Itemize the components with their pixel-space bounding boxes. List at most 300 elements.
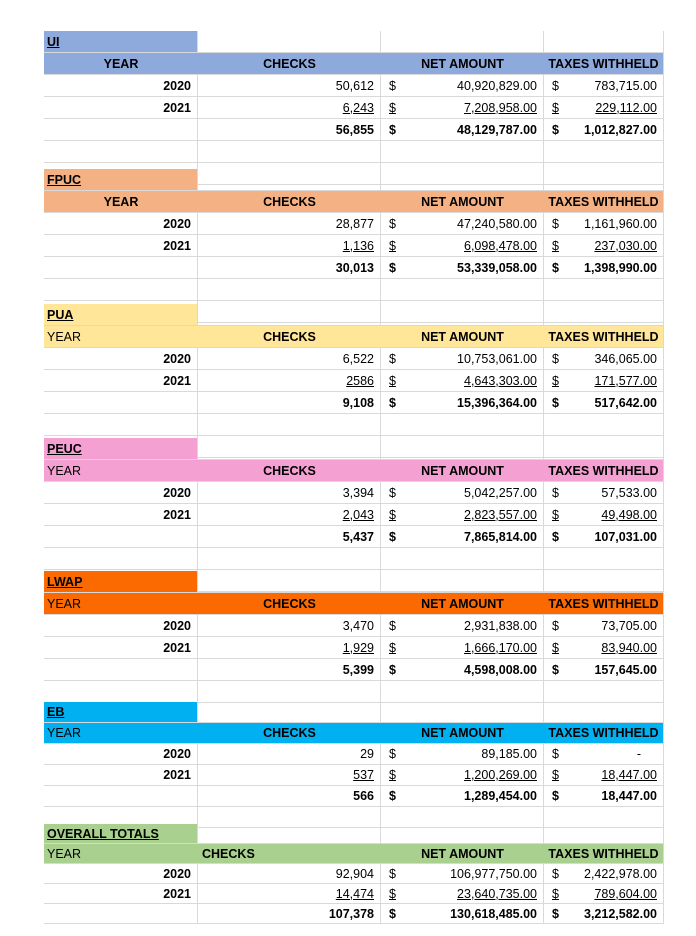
checks-value: 50,612 bbox=[335, 78, 374, 93]
empty-cell[interactable] bbox=[44, 414, 198, 436]
net-amount-cell[interactable] bbox=[381, 884, 544, 904]
total-checks-value: 5,437 bbox=[342, 529, 374, 544]
year-cell[interactable]: 2020 bbox=[44, 864, 198, 884]
empty-cell[interactable] bbox=[544, 438, 664, 460]
currency-symbol: $ bbox=[389, 122, 396, 137]
total-taxes-withheld-value: 1,012,827.00 bbox=[584, 122, 657, 137]
currency-symbol: $ bbox=[552, 485, 559, 500]
total-taxes-withheld-cell[interactable] bbox=[544, 904, 664, 924]
empty-row bbox=[44, 414, 664, 436]
currency-symbol: $ bbox=[389, 485, 396, 500]
taxes-withheld-cell[interactable] bbox=[544, 615, 664, 637]
total-row bbox=[44, 119, 664, 141]
taxes-withheld-cell[interactable] bbox=[544, 235, 664, 257]
table-row bbox=[44, 615, 664, 637]
section-title-row bbox=[44, 304, 664, 326]
year-cell[interactable]: 2020 bbox=[44, 348, 198, 370]
total-taxes-withheld-value: 107,031.00 bbox=[594, 529, 657, 544]
checks-value: 3,394 bbox=[342, 485, 374, 500]
checks-value: 6,243 bbox=[342, 100, 374, 115]
section-header-row bbox=[44, 53, 664, 75]
currency-symbol: $ bbox=[389, 260, 396, 275]
total-taxes-withheld-value: 517,642.00 bbox=[594, 395, 657, 410]
header-checks: CHECKS bbox=[198, 326, 381, 348]
section-header-row bbox=[44, 723, 664, 744]
header-checks: CHECKS bbox=[198, 191, 381, 213]
checks-cell[interactable] bbox=[198, 744, 381, 765]
empty-cell[interactable] bbox=[198, 824, 381, 844]
table-row bbox=[44, 884, 664, 904]
currency-symbol: $ bbox=[552, 886, 559, 901]
year-cell[interactable]: 2021 bbox=[44, 370, 198, 392]
currency-symbol: $ bbox=[552, 507, 559, 522]
total-row bbox=[44, 392, 664, 414]
checks-cell[interactable] bbox=[198, 97, 381, 119]
header-net-amount: NET AMOUNT bbox=[381, 723, 544, 744]
net-amount-cell[interactable] bbox=[381, 504, 544, 526]
table-row bbox=[44, 370, 664, 392]
net-amount-value: 6,098,478.00 bbox=[464, 238, 537, 253]
net-amount-value: 2,931,838.00 bbox=[464, 618, 537, 633]
total-net-amount-value: 48,129,787.00 bbox=[457, 122, 537, 137]
total-net-amount-cell[interactable] bbox=[381, 786, 544, 807]
checks-cell[interactable] bbox=[198, 637, 381, 659]
checks-cell[interactable] bbox=[198, 213, 381, 235]
net-amount-value: 1,666,170.00 bbox=[464, 640, 537, 655]
total-net-amount-cell[interactable] bbox=[381, 904, 544, 924]
currency-symbol: $ bbox=[389, 351, 396, 366]
currency-symbol: $ bbox=[389, 78, 396, 93]
header-net-amount: NET AMOUNT bbox=[381, 460, 544, 482]
total-taxes-withheld-cell[interactable] bbox=[544, 786, 664, 807]
empty-cell[interactable] bbox=[198, 31, 381, 53]
taxes-withheld-value: 1,161,960.00 bbox=[584, 216, 657, 231]
table-row bbox=[44, 75, 664, 97]
taxes-withheld-cell[interactable] bbox=[544, 75, 664, 97]
empty-cell[interactable] bbox=[198, 702, 381, 723]
empty-row bbox=[44, 141, 664, 163]
header-net-amount: NET AMOUNT bbox=[381, 53, 544, 75]
currency-symbol: $ bbox=[552, 747, 559, 761]
total-taxes-withheld-cell[interactable] bbox=[544, 392, 664, 414]
section-title: EB bbox=[44, 702, 198, 723]
net-amount-value: 5,042,257.00 bbox=[464, 485, 537, 500]
taxes-withheld-cell[interactable] bbox=[544, 864, 664, 884]
total-taxes-withheld-value: 18,447.00 bbox=[601, 789, 657, 803]
checks-cell[interactable] bbox=[198, 348, 381, 370]
taxes-withheld-value: 18,447.00 bbox=[601, 768, 657, 782]
checks-cell[interactable] bbox=[198, 864, 381, 884]
year-cell[interactable]: 2020 bbox=[44, 482, 198, 504]
empty-cell[interactable] bbox=[44, 904, 198, 924]
header-checks: CHECKS bbox=[198, 460, 381, 482]
header-checks: CHECKS bbox=[198, 593, 381, 615]
total-net-amount-cell[interactable] bbox=[381, 257, 544, 279]
section-title-row bbox=[44, 702, 664, 723]
currency-symbol: $ bbox=[389, 507, 396, 522]
taxes-withheld-value: - bbox=[636, 747, 641, 761]
taxes-withheld-cell[interactable] bbox=[544, 884, 664, 904]
checks-value: 2,043 bbox=[342, 507, 374, 522]
empty-cell[interactable] bbox=[44, 526, 198, 548]
taxes-withheld-value: 783,715.00 bbox=[594, 78, 657, 93]
net-amount-value: 10,753,061.00 bbox=[457, 351, 537, 366]
currency-symbol: $ bbox=[552, 216, 559, 231]
empty-cell[interactable] bbox=[381, 681, 544, 703]
total-taxes-withheld-cell[interactable] bbox=[544, 119, 664, 141]
header-year: YEAR bbox=[44, 844, 198, 864]
section-header-row bbox=[44, 593, 664, 615]
header-year: YEAR bbox=[44, 460, 198, 482]
net-amount-cell[interactable] bbox=[381, 75, 544, 97]
currency-symbol: $ bbox=[552, 122, 559, 137]
net-amount-value: 23,640,735.00 bbox=[457, 886, 537, 901]
checks-cell[interactable] bbox=[198, 615, 381, 637]
total-checks-cell[interactable] bbox=[198, 392, 381, 414]
taxes-withheld-cell[interactable] bbox=[544, 370, 664, 392]
net-amount-value: 2,823,557.00 bbox=[464, 507, 537, 522]
checks-cell[interactable] bbox=[198, 235, 381, 257]
empty-cell[interactable] bbox=[198, 279, 381, 301]
header-checks: CHECKS bbox=[198, 844, 381, 864]
taxes-withheld-value: 789,604.00 bbox=[594, 886, 657, 901]
header-taxes-withheld: TAXES WITHHELD bbox=[544, 191, 664, 213]
section-title-row bbox=[44, 824, 664, 844]
empty-cell[interactable] bbox=[198, 571, 381, 593]
table-row bbox=[44, 744, 664, 765]
currency-symbol: $ bbox=[552, 529, 559, 544]
net-amount-cell[interactable] bbox=[381, 482, 544, 504]
total-checks-cell[interactable] bbox=[198, 526, 381, 548]
checks-value: 6,522 bbox=[342, 351, 374, 366]
net-amount-cell[interactable] bbox=[381, 765, 544, 786]
year-cell[interactable]: 2021 bbox=[44, 765, 198, 786]
empty-cell[interactable] bbox=[544, 304, 664, 326]
year-cell[interactable]: 2020 bbox=[44, 75, 198, 97]
total-net-amount-cell[interactable] bbox=[381, 659, 544, 681]
taxes-withheld-value: 49,498.00 bbox=[601, 507, 657, 522]
currency-symbol: $ bbox=[552, 373, 559, 388]
empty-cell[interactable] bbox=[198, 414, 381, 436]
taxes-withheld-cell[interactable] bbox=[544, 744, 664, 765]
year-cell[interactable]: 2021 bbox=[44, 97, 198, 119]
year-cell[interactable]: 2021 bbox=[44, 637, 198, 659]
taxes-withheld-cell[interactable] bbox=[544, 213, 664, 235]
empty-cell[interactable] bbox=[544, 31, 664, 53]
net-amount-cell[interactable] bbox=[381, 637, 544, 659]
total-checks-value: 5,399 bbox=[342, 662, 374, 677]
currency-symbol: $ bbox=[389, 238, 396, 253]
checks-cell[interactable] bbox=[198, 75, 381, 97]
net-amount-value: 89,185.00 bbox=[481, 747, 537, 761]
checks-cell[interactable] bbox=[198, 482, 381, 504]
section-title: PEUC bbox=[44, 438, 198, 460]
section-title-row bbox=[44, 31, 664, 53]
taxes-withheld-cell[interactable] bbox=[544, 482, 664, 504]
total-net-amount-cell[interactable] bbox=[381, 392, 544, 414]
taxes-withheld-value: 229,112.00 bbox=[595, 100, 657, 115]
table-row bbox=[44, 504, 664, 526]
empty-cell[interactable] bbox=[198, 169, 381, 191]
currency-symbol: $ bbox=[552, 395, 559, 410]
currency-symbol: $ bbox=[389, 747, 396, 761]
empty-cell[interactable] bbox=[44, 257, 198, 279]
empty-cell[interactable] bbox=[381, 169, 544, 191]
header-checks: CHECKS bbox=[198, 53, 381, 75]
currency-symbol: $ bbox=[552, 100, 559, 115]
total-net-amount-value: 130,618,485.00 bbox=[450, 906, 537, 921]
total-row bbox=[44, 904, 664, 924]
total-taxes-withheld-value: 1,398,990.00 bbox=[584, 260, 657, 275]
header-year: YEAR bbox=[44, 593, 198, 615]
net-amount-cell[interactable] bbox=[381, 744, 544, 765]
taxes-withheld-cell[interactable] bbox=[544, 765, 664, 786]
checks-value: 1,136 bbox=[342, 238, 374, 253]
total-taxes-withheld-value: 157,645.00 bbox=[594, 662, 657, 677]
empty-cell[interactable] bbox=[381, 548, 544, 570]
total-checks-cell[interactable] bbox=[198, 786, 381, 807]
section-title-row bbox=[44, 438, 664, 460]
empty-cell[interactable] bbox=[44, 141, 198, 163]
total-net-amount-value: 53,339,058.00 bbox=[457, 260, 537, 275]
total-net-amount-value: 4,598,008.00 bbox=[464, 662, 537, 677]
taxes-withheld-cell[interactable] bbox=[544, 504, 664, 526]
table-row bbox=[44, 765, 664, 786]
table-row bbox=[44, 482, 664, 504]
total-checks-value: 56,855 bbox=[335, 122, 374, 137]
currency-symbol: $ bbox=[552, 866, 559, 881]
total-net-amount-cell[interactable] bbox=[381, 526, 544, 548]
currency-symbol: $ bbox=[389, 906, 396, 921]
empty-cell[interactable] bbox=[198, 141, 381, 163]
empty-cell[interactable] bbox=[381, 438, 544, 460]
header-year: YEAR bbox=[44, 191, 198, 213]
total-net-amount-value: 15,396,364.00 bbox=[457, 395, 537, 410]
checks-value: 2586 bbox=[346, 373, 374, 388]
year-cell[interactable]: 2020 bbox=[44, 615, 198, 637]
net-amount-cell[interactable] bbox=[381, 97, 544, 119]
total-net-amount-value: 7,865,814.00 bbox=[464, 529, 537, 544]
net-amount-value: 106,977,750.00 bbox=[450, 866, 537, 881]
currency-symbol: $ bbox=[552, 238, 559, 253]
empty-cell[interactable] bbox=[544, 702, 664, 723]
empty-cell[interactable] bbox=[381, 31, 544, 53]
net-amount-cell[interactable] bbox=[381, 213, 544, 235]
taxes-withheld-cell[interactable] bbox=[544, 637, 664, 659]
net-amount-cell[interactable] bbox=[381, 235, 544, 257]
empty-cell[interactable] bbox=[44, 681, 198, 703]
empty-cell[interactable] bbox=[44, 659, 198, 681]
total-checks-value: 9,108 bbox=[342, 395, 374, 410]
section-title: UI bbox=[44, 31, 198, 53]
year-cell[interactable]: 2021 bbox=[44, 884, 198, 904]
currency-symbol: $ bbox=[389, 618, 396, 633]
table-row bbox=[44, 864, 664, 884]
currency-symbol: $ bbox=[552, 789, 559, 803]
header-taxes-withheld: TAXES WITHHELD bbox=[544, 326, 664, 348]
table-row bbox=[44, 637, 664, 659]
empty-cell[interactable] bbox=[44, 786, 198, 807]
currency-symbol: $ bbox=[552, 618, 559, 633]
currency-symbol: $ bbox=[552, 662, 559, 677]
empty-cell[interactable] bbox=[44, 119, 198, 141]
net-amount-cell[interactable] bbox=[381, 348, 544, 370]
currency-symbol: $ bbox=[389, 373, 396, 388]
taxes-withheld-value: 83,940.00 bbox=[601, 640, 657, 655]
taxes-withheld-value: 57,533.00 bbox=[601, 485, 657, 500]
empty-cell[interactable] bbox=[544, 169, 664, 191]
table-row bbox=[44, 348, 664, 370]
empty-cell[interactable] bbox=[44, 279, 198, 301]
empty-cell[interactable] bbox=[198, 438, 381, 460]
taxes-withheld-value: 73,705.00 bbox=[601, 618, 657, 633]
total-taxes-withheld-cell[interactable] bbox=[544, 257, 664, 279]
checks-value: 14,474 bbox=[335, 886, 374, 901]
empty-cell[interactable] bbox=[544, 824, 664, 844]
total-net-amount-cell[interactable] bbox=[381, 119, 544, 141]
total-checks-value: 107,378 bbox=[328, 906, 374, 921]
currency-symbol: $ bbox=[389, 886, 396, 901]
section-header-row bbox=[44, 844, 664, 864]
empty-cell[interactable] bbox=[198, 304, 381, 326]
total-row bbox=[44, 257, 664, 279]
total-taxes-withheld-cell[interactable] bbox=[544, 659, 664, 681]
empty-cell[interactable] bbox=[381, 304, 544, 326]
checks-cell[interactable] bbox=[198, 765, 381, 786]
taxes-withheld-cell[interactable] bbox=[544, 97, 664, 119]
empty-cell[interactable] bbox=[544, 279, 664, 301]
empty-cell[interactable] bbox=[381, 414, 544, 436]
net-amount-value: 47,240,580.00 bbox=[457, 216, 537, 231]
currency-symbol: $ bbox=[552, 351, 559, 366]
checks-value: 537 bbox=[353, 768, 374, 782]
header-net-amount: NET AMOUNT bbox=[381, 191, 544, 213]
currency-symbol: $ bbox=[389, 789, 396, 803]
checks-value: 92,904 bbox=[335, 866, 374, 881]
empty-cell[interactable] bbox=[381, 141, 544, 163]
currency-symbol: $ bbox=[389, 866, 396, 881]
currency-symbol: $ bbox=[389, 216, 396, 231]
header-taxes-withheld: TAXES WITHHELD bbox=[544, 460, 664, 482]
section-title: OVERALL TOTALS bbox=[44, 824, 198, 844]
year-cell[interactable]: 2020 bbox=[44, 213, 198, 235]
section-header-row bbox=[44, 326, 664, 348]
currency-symbol: $ bbox=[389, 662, 396, 677]
section-header-row bbox=[44, 191, 664, 213]
net-amount-value: 4,643,303.00 bbox=[464, 373, 537, 388]
header-net-amount: NET AMOUNT bbox=[381, 326, 544, 348]
header-taxes-withheld: TAXES WITHHELD bbox=[544, 723, 664, 744]
total-taxes-withheld-cell[interactable] bbox=[544, 526, 664, 548]
net-amount-cell[interactable] bbox=[381, 864, 544, 884]
empty-cell[interactable] bbox=[544, 141, 664, 163]
total-net-amount-value: 1,289,454.00 bbox=[464, 789, 537, 803]
section-title-row bbox=[44, 169, 664, 191]
checks-cell[interactable] bbox=[198, 884, 381, 904]
section-header-row bbox=[44, 460, 664, 482]
checks-cell[interactable] bbox=[198, 504, 381, 526]
checks-value: 3,470 bbox=[342, 618, 374, 633]
section-title: PUA bbox=[44, 304, 198, 326]
header-year: YEAR bbox=[44, 723, 198, 744]
empty-row bbox=[44, 279, 664, 301]
checks-cell[interactable] bbox=[198, 370, 381, 392]
total-checks-cell[interactable] bbox=[198, 257, 381, 279]
year-cell[interactable]: 2021 bbox=[44, 235, 198, 257]
checks-value: 28,877 bbox=[335, 216, 374, 231]
empty-cell[interactable] bbox=[544, 681, 664, 703]
empty-cell[interactable] bbox=[544, 548, 664, 570]
table-row bbox=[44, 235, 664, 257]
total-checks-cell[interactable] bbox=[198, 659, 381, 681]
empty-cell[interactable] bbox=[544, 571, 664, 593]
empty-cell[interactable] bbox=[198, 548, 381, 570]
header-checks: CHECKS bbox=[198, 723, 381, 744]
net-amount-value: 1,200,269.00 bbox=[464, 768, 537, 782]
currency-symbol: $ bbox=[389, 395, 396, 410]
currency-symbol: $ bbox=[552, 906, 559, 921]
header-net-amount: NET AMOUNT bbox=[381, 844, 544, 864]
empty-cell[interactable] bbox=[44, 548, 198, 570]
total-row bbox=[44, 526, 664, 548]
empty-row bbox=[44, 548, 664, 570]
net-amount-value: 40,920,829.00 bbox=[457, 78, 537, 93]
total-checks-value: 30,013 bbox=[335, 260, 374, 275]
empty-row bbox=[44, 681, 664, 703]
currency-symbol: $ bbox=[552, 768, 559, 782]
table-row bbox=[44, 97, 664, 119]
empty-cell[interactable] bbox=[381, 571, 544, 593]
empty-cell[interactable] bbox=[544, 414, 664, 436]
header-net-amount: NET AMOUNT bbox=[381, 593, 544, 615]
header-taxes-withheld: TAXES WITHHELD bbox=[544, 844, 664, 864]
total-checks-value: 566 bbox=[353, 789, 374, 803]
total-row bbox=[44, 786, 664, 807]
section-title-row bbox=[44, 571, 664, 593]
section-title: FPUC bbox=[44, 169, 198, 191]
empty-cell[interactable] bbox=[198, 681, 381, 703]
empty-cell[interactable] bbox=[381, 702, 544, 723]
empty-cell[interactable] bbox=[381, 824, 544, 844]
header-year: YEAR bbox=[44, 53, 198, 75]
currency-symbol: $ bbox=[552, 260, 559, 275]
total-checks-cell[interactable] bbox=[198, 119, 381, 141]
net-amount-cell[interactable] bbox=[381, 615, 544, 637]
taxes-withheld-cell[interactable] bbox=[544, 348, 664, 370]
taxes-withheld-value: 171,577.00 bbox=[594, 373, 657, 388]
currency-symbol: $ bbox=[389, 100, 396, 115]
empty-cell[interactable] bbox=[44, 392, 198, 414]
taxes-withheld-value: 237,030.00 bbox=[594, 238, 657, 253]
section-title: LWAP bbox=[44, 571, 198, 593]
currency-symbol: $ bbox=[389, 640, 396, 655]
total-row bbox=[44, 659, 664, 681]
header-taxes-withheld: TAXES WITHHELD bbox=[544, 53, 664, 75]
year-cell[interactable]: 2021 bbox=[44, 504, 198, 526]
currency-symbol: $ bbox=[552, 78, 559, 93]
header-year: YEAR bbox=[44, 326, 198, 348]
currency-symbol: $ bbox=[389, 529, 396, 544]
empty-cell[interactable] bbox=[381, 279, 544, 301]
total-checks-cell[interactable] bbox=[198, 904, 381, 924]
taxes-withheld-value: 346,065.00 bbox=[594, 351, 657, 366]
net-amount-cell[interactable] bbox=[381, 370, 544, 392]
year-cell[interactable]: 2020 bbox=[44, 744, 198, 765]
checks-value: 29 bbox=[360, 747, 374, 761]
net-amount-value: 7,208,958.00 bbox=[464, 100, 537, 115]
currency-symbol: $ bbox=[389, 768, 396, 782]
total-taxes-withheld-value: 3,212,582.00 bbox=[584, 906, 657, 921]
